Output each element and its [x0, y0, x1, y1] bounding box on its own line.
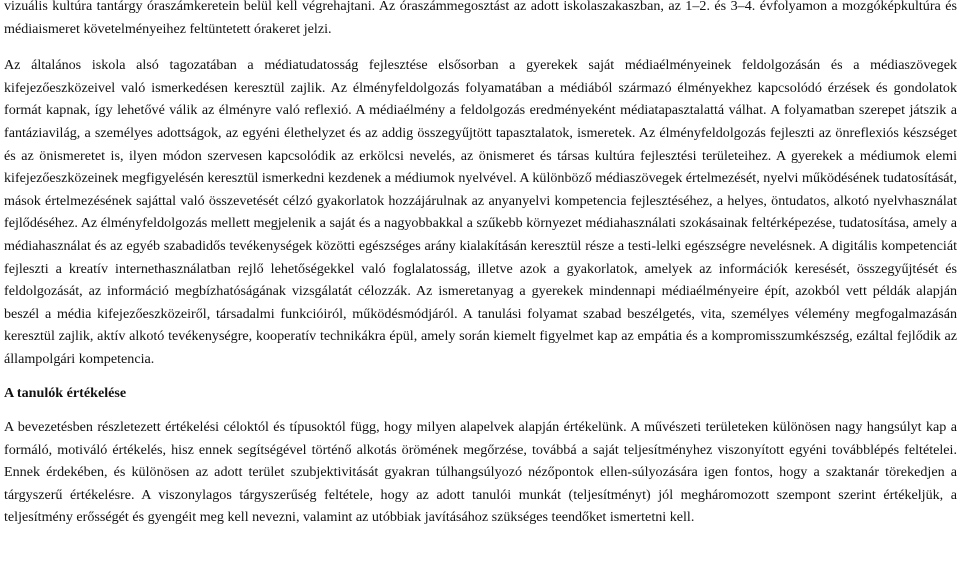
intro-paragraph: vizuális kultúra tantárgy óraszámkeretein belül kell végrehajtani. Az óraszámmegosztást az adott iskolaszakaszban, az 1–2. és 3–4. évfolyamon a mozgóképkultúra és médiaismeret követelményeihez feltüntetett órakeret jelzi.	[4, 0, 957, 37]
section-heading: A tanulók értékelése	[4, 384, 127, 401]
main-paragraph: Az általános iskola alsó tagozatában a médiatudatosság fejlesztése elsősorban a gyerekek saját médiaélményeinek feldolgozásán és a médiaszövegek kifejezőeszközeivel való ismerkedésen keresztül zajlik. Az élményfeldolgozás folyamatában a médiából származó élményekhez kapcsolódó érzések és gondolatok formát kapnak, így lehetővé válik az élményre való reflexió. A médiaélmény a feldolgozás eredményeként médiatapasztalattá válhat. A folyamatban szerepet játszik a fantáziavilág, a személyes adottságok, az egyéni élethelyzet és az addig összegyűjtött tapasztalatok, ismeretek. Az élményfeldolgozás fejleszti az önreflexiós készséget és az önismeretet is, ilyen módon szervesen kapcsolódik az erkölcsi nevelés, az önismeret és társas kultúra fejlesztési területeihez. A gyerekek a médiumok elemi kifejezőeszközeinek megfigyelésén keresztül ismerkedni kezdenek a médiumok nyelvével. A különböző médiaszövegek értelmezését, nyelvi működésének tudatosítását, mások értelmezésének sajáttal való összevetését célzó gyakorlatok hozzájárulnak az anyanyelvi kompetencia fejlesztéséhez, a helyes, öntudatos, alkotó nyelvhasználat fejlődéséhez. Az élményfeldolgozás mellett megjelenik a saját és a nagyobbakkal a szűkebb környezet médiahasználati szokásainak feltérképezése, tudatosítása, amely a médiahasználat és az egyéb szabadidős tevékenységek közötti egészséges arány kialakításán keresztül része a testi-lelki egészségre nevelésnek. A digitális kompetenciát fejleszti a kreatív internethasználatban rejlő lehetőségekkel való foglalatosság, illetve azok a gyakorlatok, amelyek az információk keresését, összegyűjtését és feldolgozását, az információ megbízhatóságának vizsgálatát célozzák. Az ismeretanyag a gyerekek mindennapi médiaélményeire épít, azokból vett példák alapján beszél a média kifejezőeszközeiről, társadalmi funkcióiról, működésmódjáról. A tanulási folyamat szabad beszélgetés, vita, személyes vélemény megfogalmazásán keresztül zajlik, aktív alkotó tevékenységre, kooperatív technikákra épül, amely során kiemelt figyelmet kap az empátia és a kompromisszumkészség, ezáltal fejlődik az állampolgári kompetencia.	[4, 57, 957, 367]
evaluation-paragraph: A bevezetésben részletezett értékelési céloktól és típusoktól függ, hogy milyen alapelvek alapján értékelünk. A művészeti területeken különösen nagy hangsúlyt kap a formáló, motiváló értékelés, hisz ennek segítségével történő alkotás örömének megőrzése, továbbá a saját teljesítményhez viszonyított egyéni továbblépés feltételei. Ennek érdekében, és különösen az adott terület szubjektivitását gyakran túlhangsúlyozó nézőpontok ellen-súlyozására igen fontos, hogy a szaktanár törekedjen a tárgyszerű értékelésre. A viszonylagos tárgyszerűség feltétele, hogy az adott tanulói munkát (teljesítményt) jól megháromozott szempont szerint értékeljük, a teljesítmény erősségét és gyengéit meg kell nevezni, valamint az utóbbiak javításához szükséges teendőket ismertetni kell.	[4, 419, 957, 526]
